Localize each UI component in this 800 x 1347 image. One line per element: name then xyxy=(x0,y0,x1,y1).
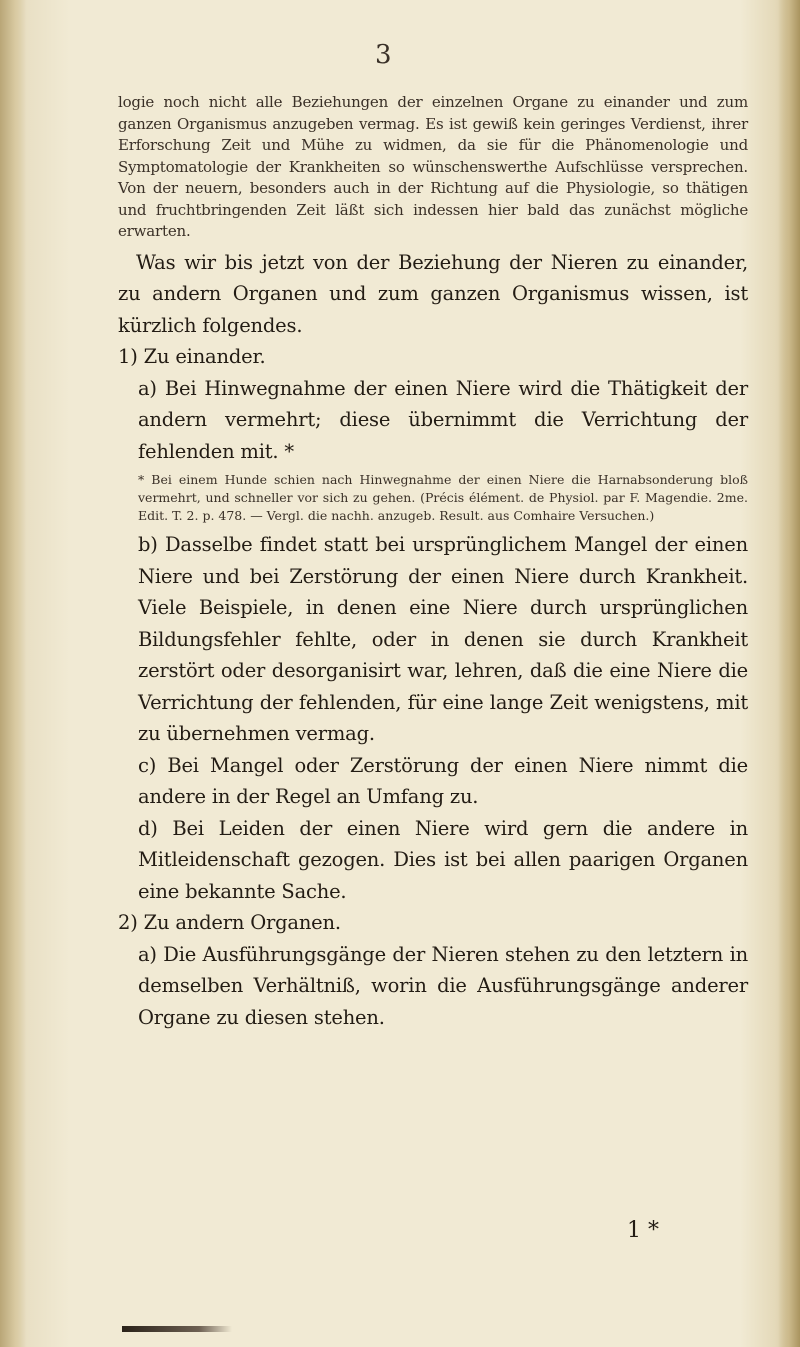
catchword: 1 * xyxy=(627,1218,659,1243)
item-c: c) Bei Mangel oder Zerstörung der einen Niere nimmt die andere in der Regel an Umfang zu. xyxy=(138,753,748,808)
item-d: d) Bei Leiden der einen Niere wird gern die andere in Mitleidenschaft gezogen. Dies ist bei allen paarigen Organen eine bekannte Sache. xyxy=(138,816,748,903)
section-heading-2: 2) Zu andern Organen. xyxy=(118,911,341,934)
section-heading-1: 1) Zu einander. xyxy=(118,345,266,368)
binding-shadow xyxy=(0,0,26,1347)
paragraph-continuation: logie noch nicht alle Beziehungen der einzelnen Organe zu einander und zum ganzen Organismus anzugeben vermag. Es ist gewiß kein geringes Verdienst, ihrer Erforschung Zeit und Mühe zu widmen, da sie für die Phänomenologie und Symptomatologie der Krankheiten so wünschenswerthe Aufschlüsse versprechen. Von der neuern, besonders auch in der Richtung auf die Physiologie, so thätigen und fruchtbringenden Zeit läßt sich indessen hier bald das zunächst mögliche erwarten. xyxy=(118,93,748,240)
item-2a: a) Die Ausführungsgänge der Nieren stehen zu den letztern in demselben Verhältniß, worin die Ausführungsgänge anderer Organe zu diesen stehen. xyxy=(138,942,748,1029)
item-b: b) Dasselbe findet statt bei ursprünglichem Mangel der einen Niere und bei Zerstörung der einen Niere durch Krankheit. Viele Beispiele, in denen eine Niere durch ursprünglichen Bildungsfehler fehlte, oder in denen sie durch Krankheit zerstört oder desorganisirt war, lehren, daß die eine Niere die Verrichtung der fehlenden, für eine lange Zeit wenigstens, mit zu übernehmen vermag. xyxy=(138,533,748,745)
page-number: 3 xyxy=(375,40,392,70)
print-mark xyxy=(122,1326,232,1332)
footnote: * Bei einem Hunde schien nach Hinwegnahme der einen Niere die Harnabsonderung bloß vermehrt, und schneller vor sich zu gehen. (Précis élément. de Physiol. par F. Magendie. 2me. Edit. T. 2. p. 478. — Vergl. die nachh. anzugeb. Result. aus Comhaire Versuchen.) xyxy=(138,472,748,523)
body-text xyxy=(118,92,748,1033)
paragraph-summary: Was wir bis jetzt von der Beziehung der Nieren zu einander, zu andern Organen und zum ganzen Organismus wissen, ist kürzlich folgendes. xyxy=(118,250,748,337)
page-edge xyxy=(778,0,800,1347)
item-a: a) Bei Hinwegnahme der einen Niere wird die Thätigkeit der andern vermehrt; diese übernimmt die Verrichtung der fehlenden mit. * xyxy=(138,376,748,463)
